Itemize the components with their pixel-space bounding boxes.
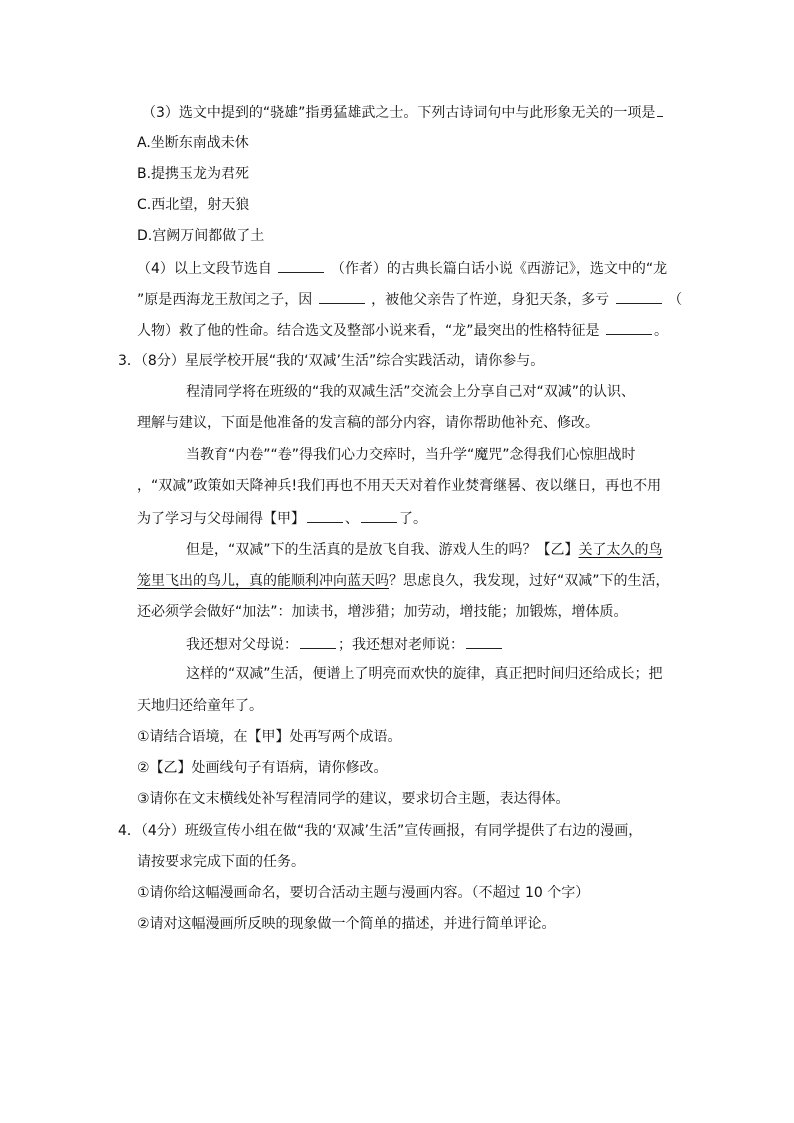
q2-4-part3: ”原是西海龙王敖闰之子，因 [137, 292, 313, 308]
q2-3-option-b: B.提携玉龙为君死 [137, 166, 250, 182]
q3-p4-pre: 我还想对父母说： [186, 637, 298, 653]
q2-4-line-2 [137, 289, 682, 310]
q2-3-stem [142, 102, 665, 123]
q2-4-part4: ，被他父亲告了忤逆，身犯天条，多亏 [371, 292, 610, 308]
q2-4-line-1 [137, 258, 667, 279]
character-blank[interactable] [616, 289, 662, 304]
q2-4-line-3 [137, 320, 668, 341]
q4-task-1: ①请你给这幅漫画命名，要切合活动主题与漫画内容。（不超过 10 个字） [137, 885, 590, 901]
q3-p2c-end: 了。 [399, 511, 427, 527]
q3-p3c: 还必须学会做好“加法”：加读书，增涉猎；加劳动，增技能；加锻炼，增体质。 [137, 604, 628, 620]
q3-p1a: 程清同学将在班级的“我的双减生活”交流会上分享自己对“双减”的认识、 [186, 384, 636, 400]
underlined-sentence-part1: 关了太久的鸟 [578, 542, 663, 558]
q3-p2c [137, 508, 427, 529]
idiom-blank-2[interactable] [361, 508, 397, 523]
q3-p4-mid: ；我还想对老师说： [338, 637, 464, 653]
q4-header-b: 请按要求完成下面的任务。 [137, 854, 305, 870]
q3-p5b: 天地归还给童年了。 [137, 698, 263, 714]
q3-p2a: 当教育“内卷”“卷”得我们心力交瘁时，当升学“魔咒”念得我们心惊胆战时 [186, 447, 636, 463]
q2-3-option-a: A.坐断东南战未休 [137, 135, 249, 151]
q2-4-part2: （作者）的古典长篇白话小说《西游记》，选文中的“龙 [330, 261, 668, 277]
author-blank[interactable] [278, 258, 324, 273]
parents-suggestion-blank[interactable] [300, 634, 336, 649]
q3-p3b-post: ？思虑良久，我发现，过好“双减”下的生活， [389, 573, 670, 589]
q3-p5a: 这样的“双减”生活，便谱上了明亮而欢快的旋律，真正把时间归还给成长；把 [186, 666, 663, 682]
q3-p3a-pre: 但是，“双减”下的生活真的是放飞自我、游戏人生的吗？【乙】 [186, 542, 579, 558]
q2-3-text: （3）选文中提到的“骁雄”指勇猛雄武之士。下列古诗词句中与此形象无关的一项是 [142, 105, 656, 121]
q3-p4 [186, 634, 504, 655]
reason-blank[interactable] [319, 289, 365, 304]
q3-p1b: 理解与建议，下面是他准备的发言稿的部分内容，请你帮助他补充、修改。 [137, 415, 599, 431]
q2-3-option-d: D.宫阙万间都做了土 [137, 228, 265, 244]
q3-p2c-mid: 、 [345, 511, 359, 527]
q3-task-2: ②【乙】处画线句子有语病，请你修改。 [137, 760, 388, 776]
q3-task-3: ③请你在文末横线处补写程清同学的建议，要求切合主题，表达得体。 [137, 791, 570, 807]
teacher-suggestion-blank[interactable] [466, 634, 502, 649]
q3-p3a [186, 540, 663, 560]
q2-3-option-c: C.西北望，射天狼 [137, 197, 250, 213]
q3-header: 3．（8分）星辰学校开展“我的‘双减’生活”综合实践活动，请你参与。 [118, 353, 545, 369]
trait-blank[interactable] [606, 320, 652, 335]
q3-task-1: ①请结合语境，在【甲】处再写两个成语。 [137, 729, 402, 745]
q3-p3b [137, 571, 670, 591]
q3-p2c-pre: 为了学习与父母闹得【甲】 [137, 511, 305, 527]
answer-blank[interactable] [657, 102, 663, 117]
idiom-blank-1[interactable] [307, 508, 343, 523]
q2-4-part5: （ [668, 292, 683, 308]
q4-task-2: ②请对这幅漫画所反映的现象做一个简单的描述，并进行简单评论。 [137, 916, 556, 932]
underlined-sentence-part2: 笼里飞出的鸟儿，真的能顺利冲向蓝天吗 [137, 573, 389, 589]
q3-p2b: ，“双减”政策如天降神兵!我们再也不用天天对着作业焚膏继晷、夜以继日，再也不用 [137, 478, 662, 494]
q2-4-part1: （4）以上文段节选自 [137, 261, 272, 277]
q2-4-part6: 人物）救了他的性命。结合选文及整部小说来看，“龙”最突出的性格特征是 [137, 323, 600, 339]
q4-header-a: 4．（4分）班级宣传小组在做“我的‘双减’生活”宣传画报，有同学提供了右边的漫画， [118, 823, 643, 839]
q2-4-part7: 。 [653, 323, 668, 339]
